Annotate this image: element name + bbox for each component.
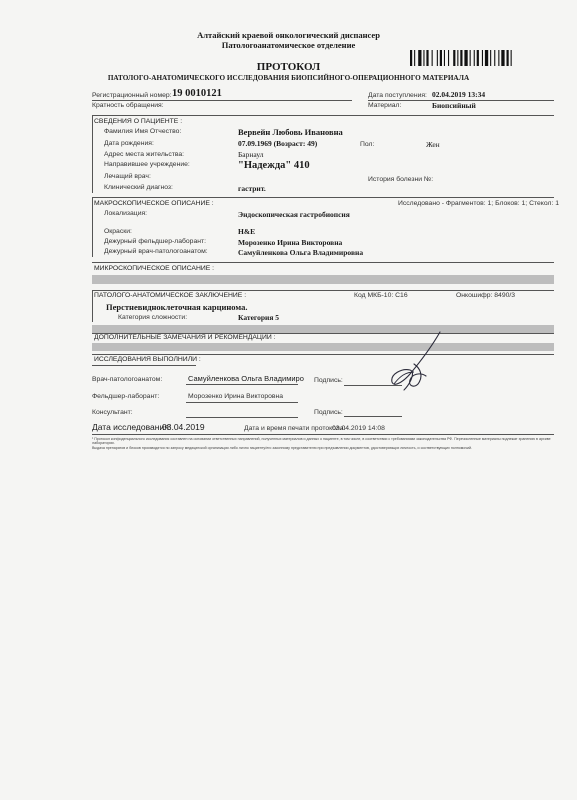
examined-count: Исследовано - Фрагментов: 1; Блоков: 1; Стекол: 1 [398, 200, 559, 207]
redacted-band [92, 275, 554, 284]
divider [92, 100, 352, 101]
material-label: Материал: [368, 102, 402, 109]
print-label: Дата и время печати протокола: [244, 425, 346, 432]
pathologist-label: Дежурный врач-патологоанатом: [104, 248, 208, 255]
underline [186, 417, 298, 418]
diagnosis-value: гастрит. [238, 184, 266, 193]
print-value: 03.04.2019 14:08 [332, 425, 385, 432]
protocol-title: ПРОТОКОЛ [256, 61, 321, 73]
redacted-band [92, 343, 554, 351]
divider [92, 354, 554, 355]
dob-label: Дата рождения: [104, 140, 154, 147]
stain-value: H&E [238, 227, 256, 236]
underline [186, 384, 298, 385]
sex-label: Пол: [360, 141, 375, 148]
bracket-line [92, 197, 93, 257]
divider [92, 290, 554, 291]
divider [92, 365, 196, 366]
icd-code: Код МКБ-10: C16 [354, 292, 408, 299]
pathologist-value: Самуйленкова Ольга Владимировна [238, 248, 364, 257]
receipt-date-label: Дата поступления: [368, 92, 427, 99]
divider [92, 434, 554, 435]
protocol-subtitle: ПАТОЛОГО-АНАТОМИЧЕСКОГО ИССЛЕДОВАНИЯ БИОПСИЙНОГО-ОПЕРАЦИОННОГО МАТЕРИАЛА [107, 74, 470, 82]
address-value: Барнаул [238, 150, 264, 159]
receipt-date: 02.04.2019 13:34 [432, 90, 486, 99]
patient-section-title: СВЕДЕНИЯ О ПАЦИЕНТЕ : [94, 118, 183, 125]
lab-label: Дежурный фельдшер-лаборант: [104, 238, 206, 245]
material-value: Биопсийный [432, 101, 476, 110]
study-date: 03.04.2019 [162, 422, 205, 432]
performer-lab: Морозенко Ирина Викторовна [188, 393, 284, 400]
onco-code: Онкошифр: 8490/3 [456, 292, 516, 299]
divider [92, 115, 554, 116]
performer-pathologist: Самуйленкова Ольга Владимиро [188, 374, 304, 383]
redacted-band [92, 325, 554, 333]
complexity-label: Категория сложности: [118, 314, 188, 321]
address-label: Адрес места жительства: [104, 151, 185, 158]
multiplicity-label: Кратность обращения: [92, 102, 164, 109]
diagnosis-label: Клинический диагноз: [104, 184, 173, 191]
performer-lab-label: Фельдшер-лаборант: [92, 393, 160, 400]
sex-value: Жен [426, 140, 440, 149]
consultant-label: Консультант: [92, 409, 133, 416]
doctor-label: Лечащий врач: [104, 173, 151, 180]
micro-section-title: МИКРОСКОПИЧЕСКОЕ ОПИСАНИЕ : [94, 265, 215, 272]
department-name: Патологоанатомическое отделение [221, 40, 356, 50]
patient-name-label: Фамилия Имя Отчество: [104, 128, 182, 135]
footnote-line-2: Выдача препаратов и блоков производится по запросу медицинской организации либо лично пациенту/его законному представителю при предъявлении документов, удостоверяющих личность, и соответствующих полномочий. [92, 445, 473, 450]
performer-pathologist-label: Врач-патологоанатом: [92, 376, 163, 383]
final-diagnosis: Перстневидноклеточная карцинома. [106, 302, 248, 312]
footnote [92, 437, 554, 450]
registration-number: 19 0010121 [172, 88, 222, 99]
bracket-line [92, 290, 93, 322]
patient-name: Вервейн Любовь Ивановна [238, 127, 343, 137]
institution-name: Алтайский краевой онкологический диспансер [197, 30, 380, 40]
footnote-line-1: ¹ Протокол конфиденциального исследования составлен на основании ответственных направлений, полученных материалов и данных о пациенте, в том числе, в соответствии с требованиями законодательства РФ. Перечисленные материалы подлежат хранению в архиве лаборатории. [92, 437, 551, 446]
localization-label: Локализация: [104, 210, 148, 217]
performed-section-title: ИССЛЕДОВАНИЯ ВЫПОЛНИЛИ : [94, 356, 201, 363]
registration-number-label: Регистрационный номер: [92, 92, 172, 99]
bracket-line [92, 115, 93, 193]
referring-label: Направившее учреждение: [104, 161, 190, 168]
handwritten-signature [380, 328, 450, 398]
underline [186, 402, 298, 403]
signature-label-2: Подпись: [314, 409, 343, 416]
signature-line [344, 416, 402, 417]
stain-label: Окраски: [104, 228, 132, 235]
dob-value: 07.09.1969 (Возраст: 49) [238, 139, 318, 148]
macro-section-title: МАКРОСКОПИЧЕСКОЕ ОПИСАНИЕ : [94, 200, 214, 207]
divider [92, 197, 554, 198]
remarks-section-title: ДОПОЛНИТЕЛЬНЫЕ ЗАМЕЧАНИЯ И РЕКОМЕНДАЦИИ : [94, 334, 276, 341]
history-label: История болезни №: [368, 176, 434, 183]
localization-value: Эндоскопическая гастробиопсия [238, 210, 350, 219]
lab-value: Морозенко Ирина Викторовна [238, 238, 343, 247]
study-date-label: Дата исследования: [92, 422, 172, 432]
divider [92, 262, 554, 263]
complexity-value: Категория 5 [238, 313, 280, 322]
signature-label-1: Подпись: [314, 377, 343, 384]
referring-value: "Надежда" 410 [238, 160, 310, 171]
conclusion-section-title: ПАТОЛОГО-АНАТОМИЧЕСКОЕ ЗАКЛЮЧЕНИЕ : [94, 292, 247, 299]
